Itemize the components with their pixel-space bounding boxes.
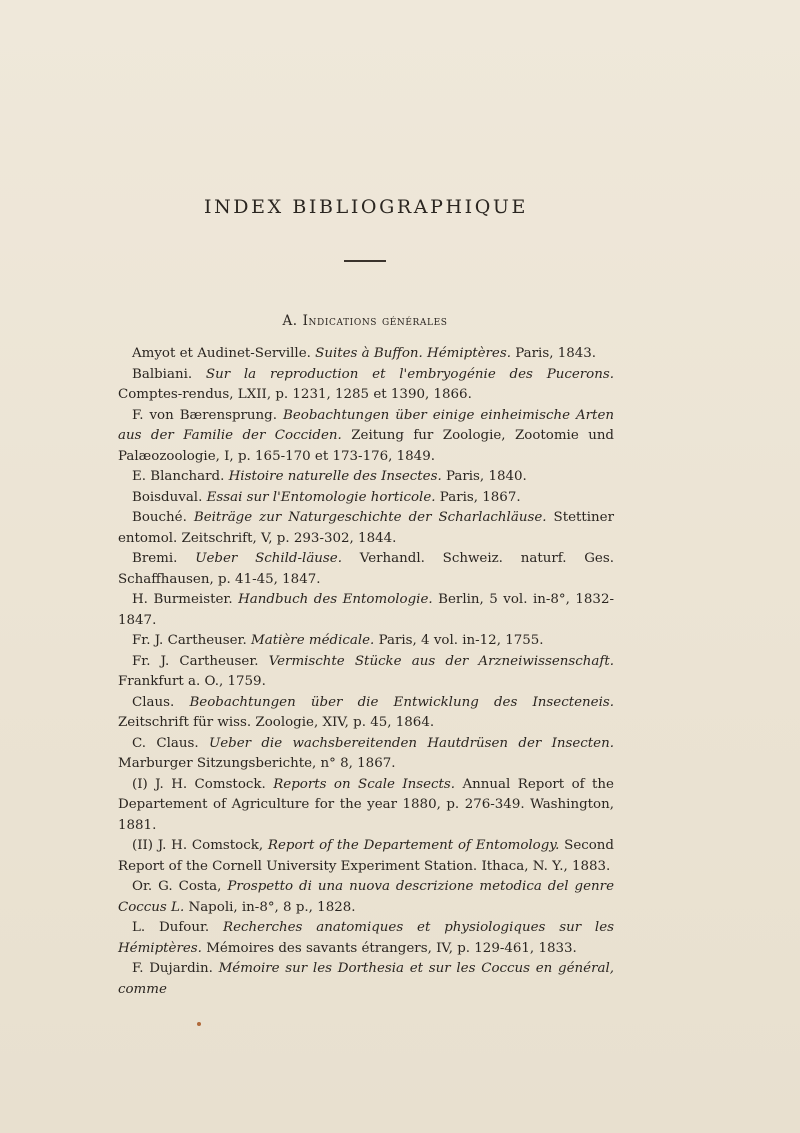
bibliography-entry: F. Dujardin. Mémoire sur les Dorthesia et sur les Coccus en général, comme [118, 961, 614, 997]
bibliography-entry: Claus. Beobachtungen über die Entwicklung des Insecteneis. Zeitschrift für wiss. Zoologie, XIV, p. 45, 1864. [118, 694, 614, 730]
bibliography-entry: (I) J. H. Comstock. Reports on Scale Insects. Annual Report of the Departement of Agriculture for the year 1880, p. 276-349. Washington, 1881. [118, 776, 614, 833]
bibliography-entry: (II) J. H. Comstock, Report of the Departement of Entomology. Second Report of the Cornell University Experiment Station. Ithaca, N. Y., 1883. [118, 838, 614, 874]
section-title: Indications générales [302, 313, 448, 329]
bibliography-list [118, 344, 614, 1000]
bibliography-entry: L. Dufour. Recherches anatomiques et physiologiques sur les Hémiptères. Mémoires des savants étrangers, IV, p. 129-461, 1833. [118, 920, 614, 956]
title-divider [344, 260, 386, 262]
section-heading [0, 313, 730, 329]
section-letter: A. [282, 313, 298, 329]
bibliography-entry: Bouché. Beiträge zur Naturgeschichte der Scharlachläuse. Stettiner entomol. Zeitschrift, V, p. 293-302, 1844. [118, 510, 614, 546]
bibliography-entry: Balbiani. Sur la reproduction et l'embryogénie des Pucerons. Comptes-rendus, LXII, p. 1231, 1285 et 1390, 1866. [118, 366, 614, 402]
bibliography-entry: F. von Bærensprung. Beobachtungen über einige einheimische Arten aus der Familie der Cocciden. Zeitung fur Zoologie, Zootomie und Palæozoologie, I, p. 165-170 et 173-176, 1849. [118, 407, 615, 464]
bibliography-entry: Or. G. Costa, Prospetto di una nuova descrizione metodica del genre Coccus L. Napoli, in-8°, 8 p., 1828. [118, 879, 614, 915]
bibliography-entry: Boisduval. Essai sur l'Entomologie horticole. Paris, 1867. [132, 489, 521, 505]
bibliography-entry: C. Claus. Ueber die wachsbereitenden Hautdrüsen der Insecten. Marburger Sitzungsberichte, n° 8, 1867. [118, 735, 614, 771]
bibliography-entry: E. Blanchard. Histoire naturelle des Insectes. Paris, 1840. [132, 469, 527, 484]
ink-spot [197, 1022, 201, 1026]
bibliography-entry: H. Burmeister. Handbuch des Entomologie. Berlin, 5 vol. in-8°, 1832-1847. [118, 592, 614, 628]
bibliography-entry: Fr. J. Cartheuser. Vermischte Stücke aus der Arzneiwissenschaft. Frankfurt a. O., 1759. [118, 653, 614, 689]
bibliography-entry: Bremi. Ueber Schild-läuse. Verhandl. Schweiz. naturf. Ges. Schaffhausen, p. 41-45, 1847. [118, 551, 614, 587]
page-title: INDEX BIBLIOGRAPHIQUE [203, 196, 529, 218]
bibliography-entry: Fr. J. Cartheuser. Matière médicale. Paris, 4 vol. in-12, 1755. [132, 633, 544, 648]
bibliography-entry: Amyot et Audinet-Serville. Suites à Buffon. Hémiptères. Paris, 1843. [132, 346, 597, 361]
